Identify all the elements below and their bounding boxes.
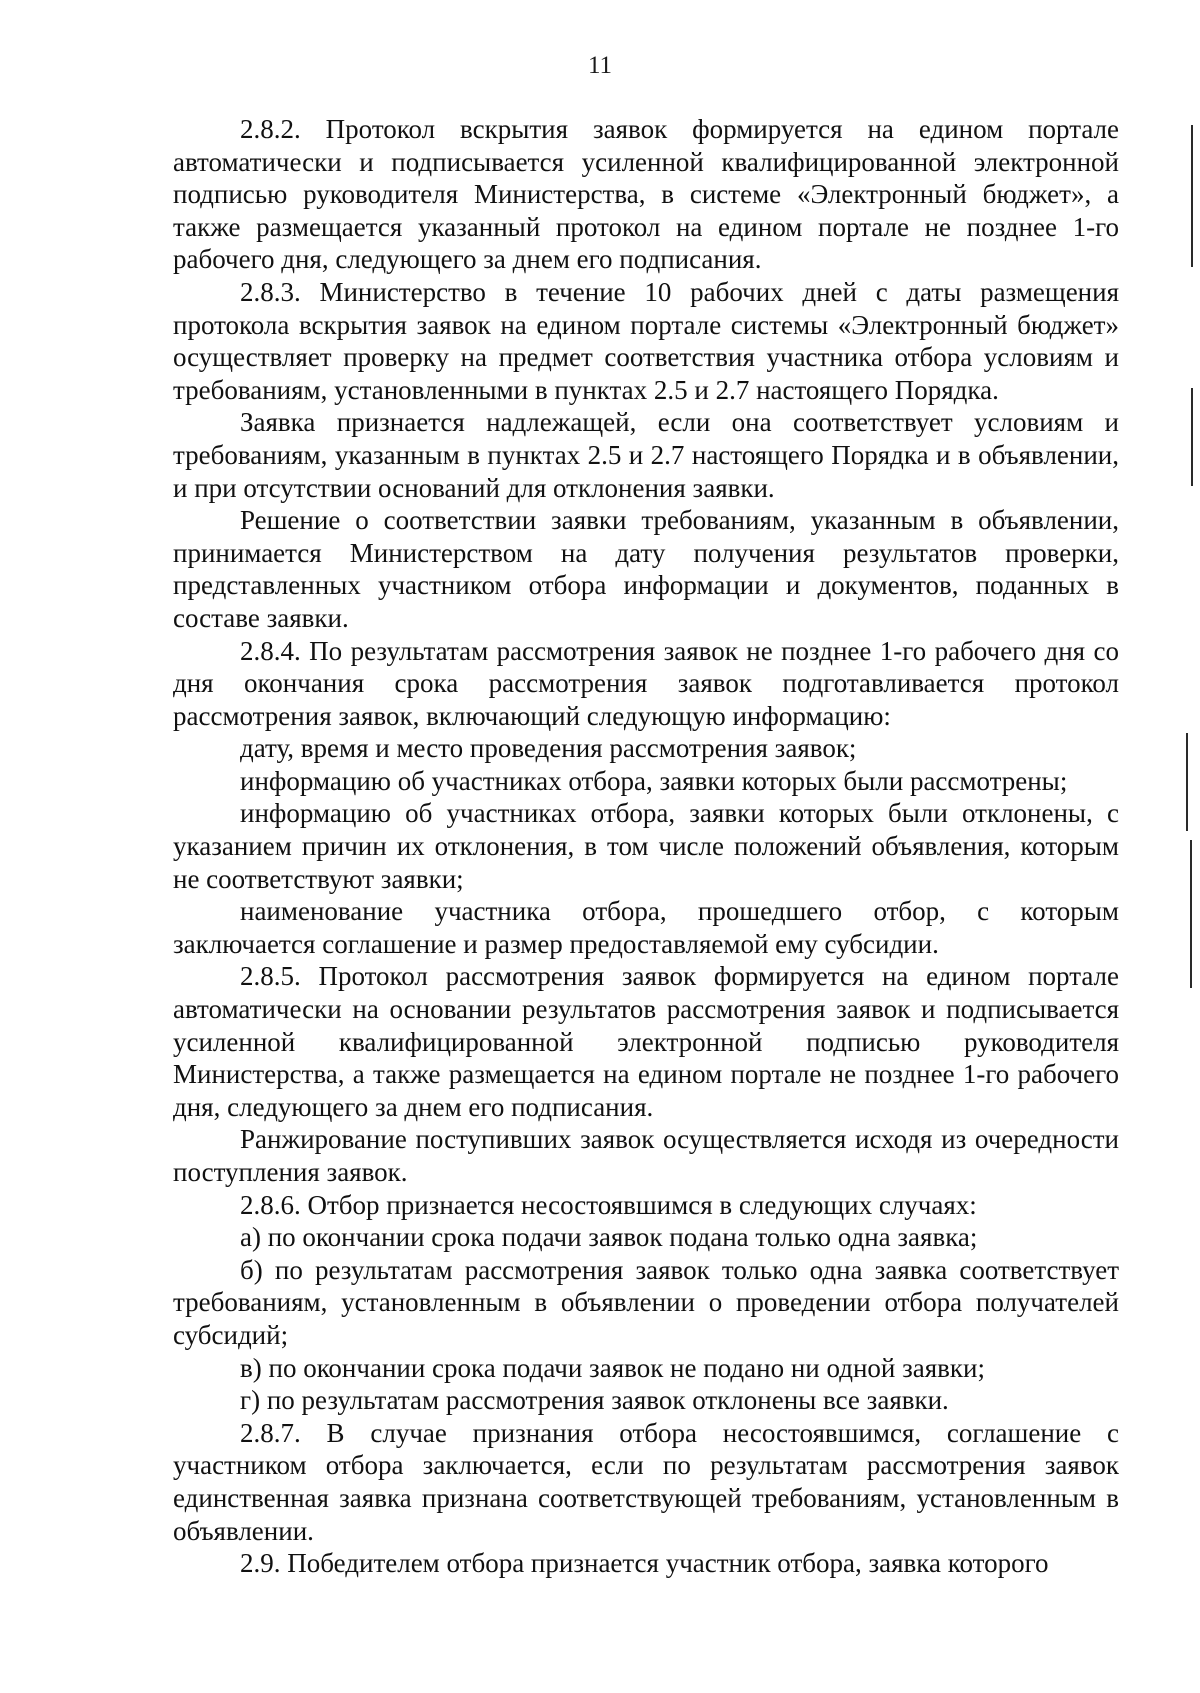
list-item-g: г) по результатам рассмотрения заявок отклонены все заявки. — [240, 1385, 949, 1416]
list-item-reviewed-participants: информацию об участниках отбора, заявки которых были рассмотрены; — [240, 765, 1068, 796]
paragraph-2-8-6: 2.8.6. Отбор признается несостоявшимся в следующих случаях: — [240, 1189, 977, 1220]
paragraph-2-8-5: 2.8.5. Протокол рассмотрения заявок формируется на едином портале автоматически на основании результатов рассмотрения заявок и подписывается усиленной квалифицированной электронной подписью руководителя Министерства, а также размещается на едином портале не позднее 1-го рабочего дня, следующего за днем его подписания. — [173, 961, 1119, 1122]
list-item-rejected-participants: информацию об участниках отбора, заявки которых были отклонены, с указанием причин их отклонения, в том числе положений объявления, которым не соответствуют заявки; — [173, 798, 1119, 894]
document-body — [173, 113, 1119, 1580]
paragraph-2-8-4: 2.8.4. По результатам рассмотрения заявок не позднее 1-го рабочего дня со дня окончания срока рассмотрения заявок подготавливается протокол рассмотрения заявок, включающий следующую информацию: — [173, 635, 1119, 731]
list-item-b: б) по результатам рассмотрения заявок только одна заявка соответствует требованиям, установленным в объявлении о проведении отбора получателей субсидий; — [173, 1254, 1119, 1350]
paragraph-2-8-2: 2.8.2. Протокол вскрытия заявок формируется на едином портале автоматически и подписывается усиленной квалифицированной электронной подписью руководителя Министерства, в системе «Электронный бюджет», а также размещается указанный протокол на едином портале не позднее 1-го рабочего дня, следующего за днем его подписания. — [173, 114, 1119, 275]
paragraph-application-adequacy: Заявка признается надлежащей, если она соответствует условиям и требованиям, указанным в пунктах 2.5 и 2.7 настоящего Порядка и в объявлении, и при отсутствии оснований для отклонения заявки. — [173, 407, 1119, 503]
scan-edge-mark — [1191, 125, 1193, 267]
list-item-v: в) по окончании срока подачи заявок не подано ни одной заявки; — [240, 1352, 985, 1383]
list-item-review-date: дату, время и место проведения рассмотрения заявок; — [240, 733, 857, 764]
scan-edge-mark — [1186, 733, 1188, 831]
scan-edge-mark — [1191, 388, 1193, 486]
paragraph-2-9: 2.9. Победителем отбора признается участник отбора, заявка которого — [240, 1548, 1049, 1579]
page-number: 11 — [587, 52, 613, 79]
paragraph-compliance-decision: Решение о соответствии заявки требованиям, указанным в объявлении, принимается Министерством на дату получения результатов проверки, представленных участником отбора информации и документов, поданных в составе заявки. — [173, 505, 1119, 633]
paragraph-ranking: Ранжирование поступивших заявок осуществляется исходя из очередности поступления заявок. — [173, 1124, 1119, 1187]
list-item-winner-name: наименование участника отбора, прошедшего отбор, с которым заключается соглашение и размер предоставляемой ему субсидии. — [173, 896, 1119, 959]
scan-edge-mark — [1190, 840, 1192, 988]
paragraph-2-8-3: 2.8.3. Министерство в течение 10 рабочих дней с даты размещения протокола вскрытия заявок на едином портале системы «Электронный бюджет» осуществляет проверку на предмет соответствия участника отбора условиям и требованиям, установленными в пунктах 2.5 и 2.7 настоящего Порядка. — [173, 276, 1119, 405]
paragraph-2-8-7: 2.8.7. В случае признания отбора несостоявшимся, соглашение с участником отбора заключается, если по результатам рассмотрения заявок единственная заявка признана соответствующей требованиям, установленным в объявлении. — [173, 1417, 1119, 1546]
list-item-a: а) по окончании срока подачи заявок подана только одна заявка; — [240, 1222, 978, 1253]
